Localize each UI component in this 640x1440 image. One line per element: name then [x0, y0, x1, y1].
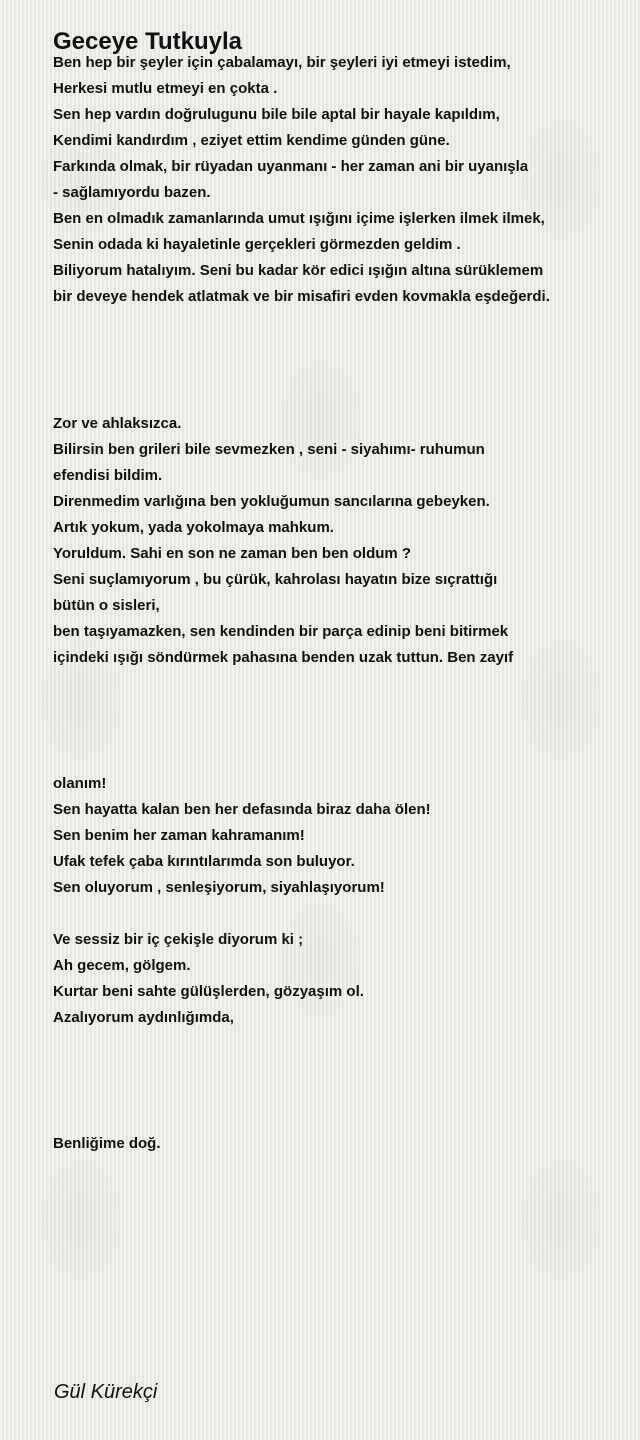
- poem-line: Yoruldum. Sahi en son ne zaman ben ben oldum ?: [53, 545, 412, 562]
- stanza: [53, 50, 550, 310]
- poem-line: Kurtar beni sahte gülüşlerden, gözyaşım ol.: [53, 983, 364, 1000]
- poem-line: ben taşıyamazken, sen kendinden bir parça edinip beni bitirmek: [53, 623, 509, 640]
- poem-line: Ufak tefek çaba kırıntılarımda son buluyor.: [53, 853, 355, 870]
- poem-line: Biliyorum hatalıyım. Seni bu kadar kör edici ışığın altına sürüklemem: [53, 262, 544, 279]
- poem-author: Gül Kürekçi: [54, 1381, 158, 1403]
- poem-line: Sen oluyorum , senleşiyorum, siyahlaşıyorum!: [53, 879, 385, 896]
- stanza: [53, 927, 364, 1031]
- poem-line: Benliğime doğ.: [53, 1135, 161, 1152]
- poem-line: Sen benim her zaman kahramanım!: [53, 827, 305, 844]
- poem-line: Senin odada ki hayaletinle gerçekleri görmezden geldim .: [53, 236, 461, 253]
- poem-line: Zor ve ahlaksızca.: [53, 415, 182, 432]
- poem-line: Artık yokum, yada yokolmaya mahkum.: [53, 519, 334, 536]
- poem-line: Ben en olmadık zamanlarında umut ışığını içime işlerken ilmek ilmek,: [53, 210, 545, 227]
- poem-line: bir deveye hendek atlatmak ve bir misafiri evden kovmakla eşdeğerdi.: [53, 288, 550, 305]
- poem-line: Bilirsin ben grileri bile sevmezken , seni - siyahımı- ruhumun: [53, 441, 485, 458]
- poem-line: içindeki ışığı söndürmek pahasına benden uzak tuttun. Ben zayıf: [53, 649, 514, 666]
- poem-line: Sen hep vardın doğrulugunu bile bile aptal bir hayale kapıldım,: [53, 106, 500, 123]
- poem-line: Ah gecem, gölgem.: [53, 957, 191, 974]
- stanza: [53, 1131, 161, 1157]
- poem-line: Ben hep bir şeyler için çabalamayı, bir şeyleri iyi etmeyi istedim,: [53, 54, 511, 71]
- poem-line: Azalıyorum aydınlığımda,: [53, 1009, 234, 1026]
- stanza: [53, 411, 513, 671]
- poem-line: Kendimi kandırdım , eziyet ettim kendime günden güne.: [53, 132, 450, 149]
- poem-title: Geceye Tutkuyla: [53, 28, 242, 56]
- stanza: [53, 771, 431, 901]
- poem-line: bütün o sisleri,: [53, 597, 160, 614]
- poem-line: - sağlamıyordu bazen.: [53, 184, 211, 201]
- poem-line: Ve sessiz bir iç çekişle diyorum ki ;: [53, 931, 304, 948]
- poem-line: Sen hayatta kalan ben her defasında biraz daha ölen!: [53, 801, 431, 818]
- poem-line: olanım!: [53, 775, 107, 792]
- poem-line: Herkesi mutlu etmeyi en çokta .: [53, 80, 278, 97]
- poem-line: efendisi bildim.: [53, 467, 163, 484]
- poem-line: Seni suçlamıyorum , bu çürük, kahrolası hayatın bize sıçrattığı: [53, 571, 498, 588]
- poem-line: Direnmedim varlığına ben yokluğumun sancılarına gebeyken.: [53, 493, 490, 510]
- poem-line: Farkında olmak, bir rüyadan uyanmanı - her zaman ani bir uyanışla: [53, 158, 529, 175]
